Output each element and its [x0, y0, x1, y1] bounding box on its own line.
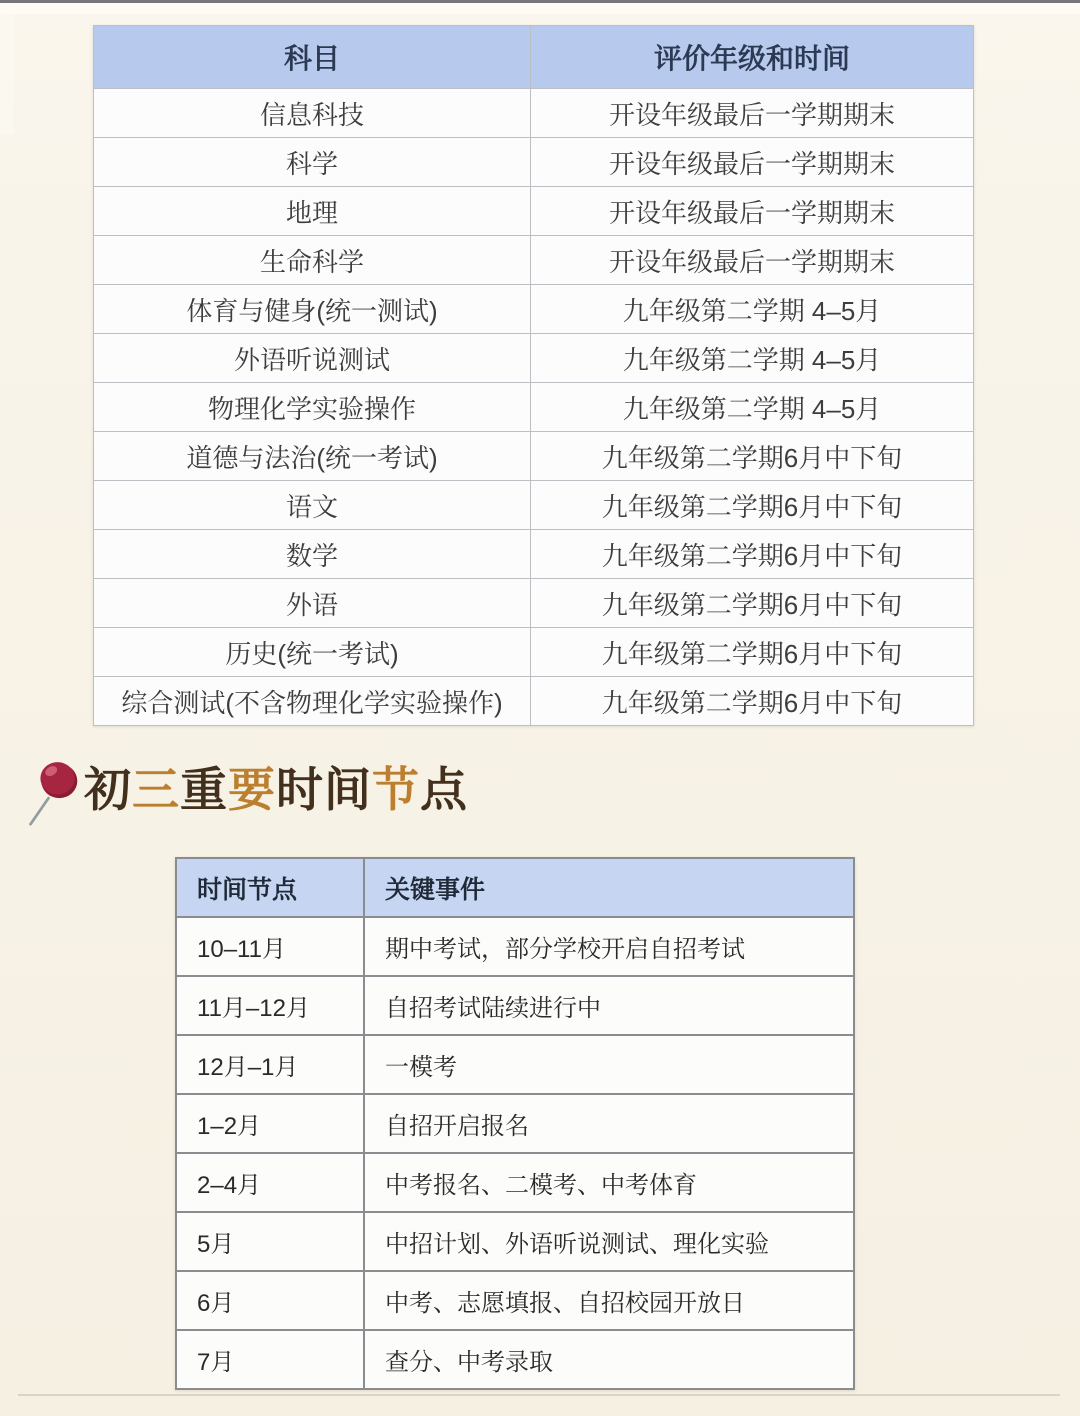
table-cell: 开设年级最后一学期期末 — [531, 138, 974, 187]
table-row — [176, 1153, 854, 1212]
table-cell: 6月 — [176, 1271, 364, 1330]
table-cell: 中考报名、二模考、中考体育 — [364, 1153, 854, 1212]
table-cell: 九年级第二学期6月中下旬 — [531, 481, 974, 530]
heading-char: 时 — [276, 763, 324, 816]
table-cell: 信息科技 — [94, 89, 531, 138]
table-cell: 语文 — [94, 481, 531, 530]
column-header-subject: 科目 — [94, 26, 531, 89]
table-cell: 中招计划、外语听说测试、理化实验 — [364, 1212, 854, 1271]
table-cell: 开设年级最后一学期期末 — [531, 89, 974, 138]
table-row — [94, 334, 974, 383]
table-cell: 一模考 — [364, 1035, 854, 1094]
table-row — [94, 285, 974, 334]
table-header-row — [176, 858, 854, 917]
heading-char: 初 — [84, 763, 132, 816]
table-cell: 数学 — [94, 530, 531, 579]
table-row — [176, 917, 854, 976]
table-cell: 科学 — [94, 138, 531, 187]
table-row — [94, 383, 974, 432]
heading-char: 点 — [420, 763, 468, 816]
table-row — [176, 1035, 854, 1094]
table-cell: 11月–12月 — [176, 976, 364, 1035]
table-cell: 7月 — [176, 1330, 364, 1389]
table-cell: 自招考试陆续进行中 — [364, 976, 854, 1035]
table-cell: 2–4月 — [176, 1153, 364, 1212]
table-cell: 九年级第二学期6月中下旬 — [531, 432, 974, 481]
table-row — [94, 89, 974, 138]
heading-char: 节 — [372, 763, 420, 816]
table-cell: 体育与健身(统一测试) — [94, 285, 531, 334]
table-cell: 1–2月 — [176, 1094, 364, 1153]
table-cell: 道德与法治(统一考试) — [94, 432, 531, 481]
table-row — [94, 481, 974, 530]
table-row — [176, 1094, 854, 1153]
table-cell: 九年级第二学期6月中下旬 — [531, 579, 974, 628]
column-header-time-node: 时间节点 — [176, 858, 364, 917]
page-left-margin — [0, 14, 14, 134]
table-cell: 九年级第二学期 4–5月 — [531, 285, 974, 334]
table-row — [94, 628, 974, 677]
heading-char: 间 — [324, 763, 372, 816]
table-cell: 开设年级最后一学期期末 — [531, 236, 974, 285]
table-row — [176, 976, 854, 1035]
table-cell: 外语 — [94, 579, 531, 628]
table-cell: 外语听说测试 — [94, 334, 531, 383]
table-cell: 地理 — [94, 187, 531, 236]
page-top-margin — [0, 3, 1080, 14]
table-row — [94, 579, 974, 628]
table-cell: 历史(统一考试) — [94, 628, 531, 677]
table-cell: 物理化学实验操作 — [94, 383, 531, 432]
heading-char: 要 — [228, 763, 276, 816]
subject-evaluation-table — [93, 25, 974, 726]
column-header-key-event: 关键事件 — [364, 858, 854, 917]
table-row — [94, 236, 974, 285]
table-cell: 综合测试(不含物理化学实验操作) — [94, 677, 531, 726]
column-header-evaluation-time: 评价年级和时间 — [531, 26, 974, 89]
table-cell: 九年级第二学期 4–5月 — [531, 334, 974, 383]
table-cell: 九年级第二学期 4–5月 — [531, 383, 974, 432]
table-cell: 开设年级最后一学期期末 — [531, 187, 974, 236]
table-header-row — [94, 26, 974, 89]
page-edge-line — [18, 1394, 1060, 1396]
table-row — [176, 1212, 854, 1271]
table-row — [94, 677, 974, 726]
table-cell: 九年级第二学期6月中下旬 — [531, 677, 974, 726]
table-cell: 12月–1月 — [176, 1035, 364, 1094]
table-row — [94, 187, 974, 236]
table-cell: 生命科学 — [94, 236, 531, 285]
table-cell: 期中考试，部分学校开启自招考试 — [364, 917, 854, 976]
pushpin-icon — [26, 750, 80, 830]
table-cell: 九年级第二学期6月中下旬 — [531, 530, 974, 579]
section-title-text — [84, 750, 468, 830]
table-cell: 九年级第二学期6月中下旬 — [531, 628, 974, 677]
table-row — [94, 432, 974, 481]
table-row — [94, 138, 974, 187]
table-row — [94, 530, 974, 579]
table-cell: 自招开启报名 — [364, 1094, 854, 1153]
table-row — [176, 1271, 854, 1330]
heading-char: 重 — [180, 763, 228, 816]
heading-char: 三 — [132, 763, 180, 816]
section-title — [26, 750, 468, 830]
table-row — [176, 1330, 854, 1389]
table-cell: 10–11月 — [176, 917, 364, 976]
grade9-timeline-table — [175, 857, 855, 1390]
table-cell: 5月 — [176, 1212, 364, 1271]
table-cell: 中考、志愿填报、自招校园开放日 — [364, 1271, 854, 1330]
table-cell: 查分、中考录取 — [364, 1330, 854, 1389]
